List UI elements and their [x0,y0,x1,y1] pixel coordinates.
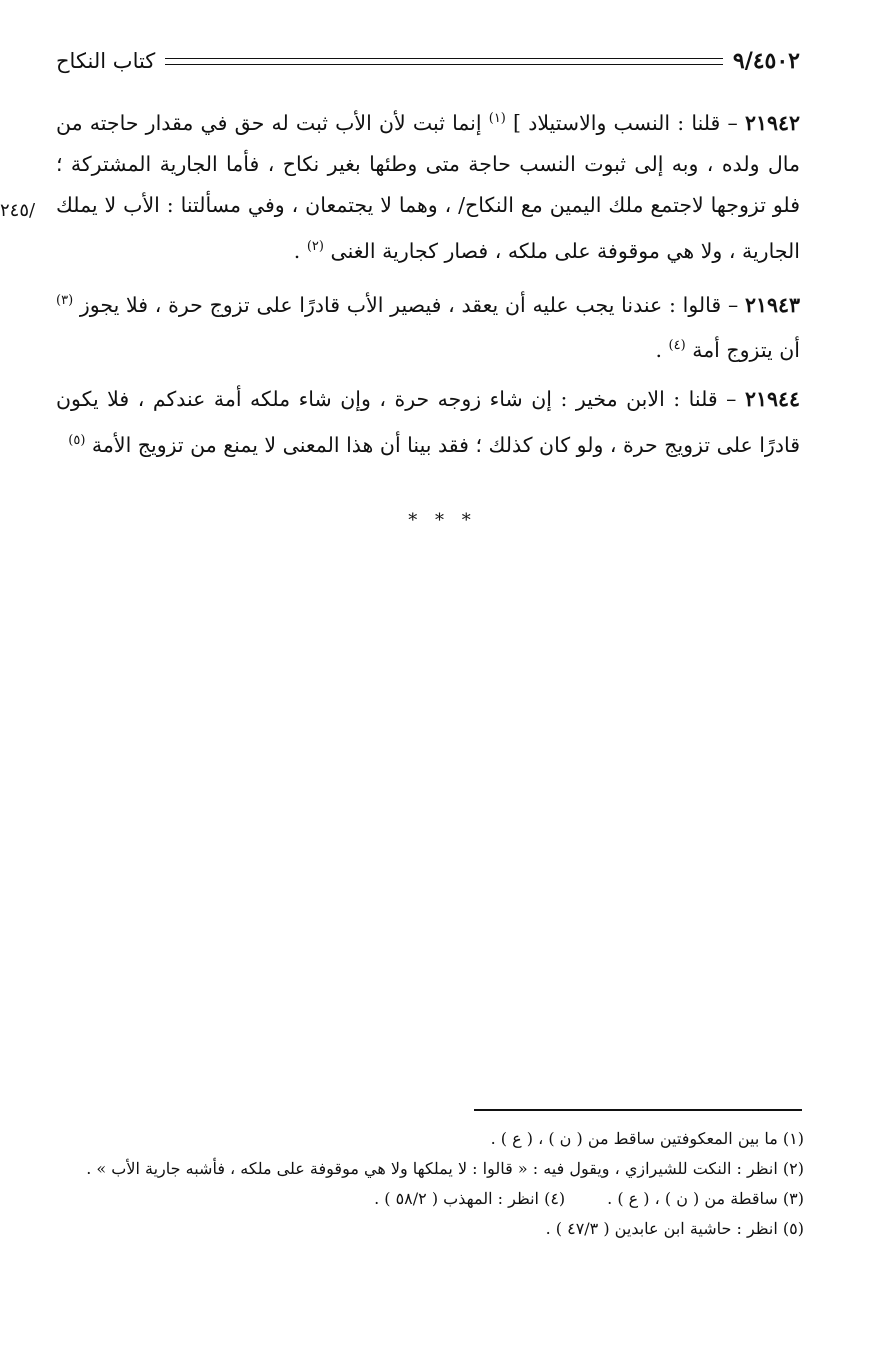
paragraph [56,379,800,466]
footnote-ref[interactable]: (٣) [56,292,74,308]
footnote: (٥) انظر : حاشية ابن عابدين ( ٤٧/٣ ) . [545,1219,804,1238]
page-number: ٩/٤٥٠٢ [732,48,800,74]
footnote-ref[interactable]: (٥) [68,433,86,449]
footnote: (٢) انظر : النكت للشيرازي ، ويقول فيه : « قالوا : لا يملكها ولا هي موقوفة على ملكه ، فأشبه جارية الأب » . [86,1159,804,1178]
paragraph-text: . [655,338,669,363]
paragraph [56,280,800,372]
footnote: (٤) انظر : المهذب ( ٥٨/٢ ) . [374,1189,566,1208]
issue-number: ٢١٩٤٣ [744,292,800,317]
footnote-ref[interactable]: (٤) [668,338,686,354]
margin-note: ٢٤٥/ [0,200,36,221]
main-text [56,98,800,474]
footnote-ref[interactable]: (١) [488,111,506,126]
footnote: (١) ما بين المعكوفتين ساقط من ( ن ) ، ( ع ) . [490,1129,804,1148]
issue-number: ٢١٩٤٤ [744,387,800,412]
paragraph-text: – قالوا : عندنا يجب عليه أن يعقد ، فيصير الأب قادرًا على تزوج حرة ، فلا يجوز [73,292,745,317]
paragraph-text: – قلنا : النسب والاستيلاد ] [505,110,745,135]
footnotes [56,1124,804,1244]
footnote-rule [474,1109,802,1111]
running-header [56,44,800,78]
footnote: (٣) ساقطة من ( ن ) ، ( ع ) . [607,1189,804,1208]
issue-number: ٢١٩٤٢ [744,110,800,135]
section-separator: * * * [408,510,477,531]
paragraph-text: . [293,238,307,263]
paragraph-text: – قلنا : الابن مخير : إن شاء زوجه حرة ، وإن شاء ملكه أمة عندكم ، فلا يكون قادرًا على تزويج حرة ، ولو كان كذلك ؛ فقد بينا أن هذا المعنى لا يمنع من تزويج الأمة [56,387,800,458]
footnote-row [56,1184,804,1214]
footnote-ref[interactable]: (٢) [306,238,324,254]
paragraph-text: إنما ثبت لأن الأب ثبت له حق في مقدار حاجته من مال ولده ، وبه إلى ثبوت النسب حاجة متى وطئها بغير نكاح ، فأما الجارية المشتركة ؛ فلو تزوجها لاجتمع ملك اليمين مع النكاح/ ، وهما لا يجتمعان ، وفي مسألتنا : الأب لا يملك الجارية ، ولا هي موقوفة على ملكه ، فصار كجارية الغنى [56,110,800,263]
header-rule [165,58,723,65]
paragraph-text: أن يتزوج أمة [685,338,800,363]
book-title: كتاب النكاح [56,49,156,73]
paragraph [56,98,800,272]
